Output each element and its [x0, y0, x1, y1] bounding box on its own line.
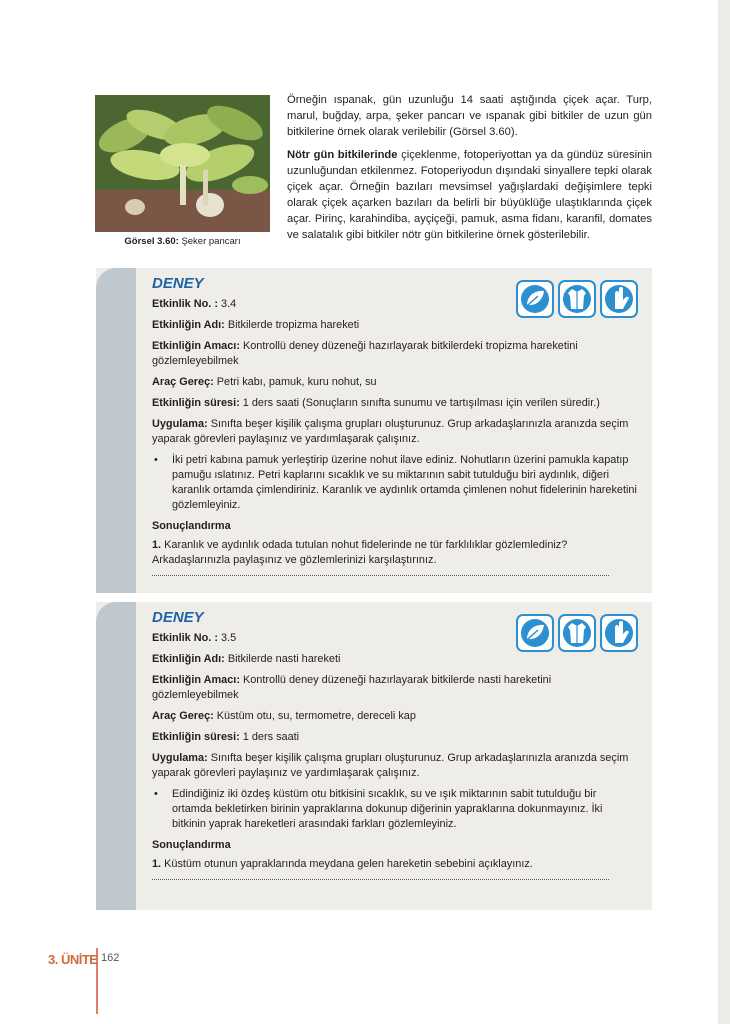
- activity-aim-label: Etkinliğin Amacı:: [152, 674, 240, 686]
- activity-name-label: Etkinliğin Adı:: [152, 653, 225, 665]
- intro-paragraph-1: Örneğin ıspanak, gün uzunluğu 14 saati aştığında çiçek açar. Turp, marul, buğday, arpa, şeker pancarı ve ıspanak gibi bitkiler de uzun gün bitkilerine örnek olarak verilebilir (Görsel 3.60).: [287, 94, 652, 138]
- activity-no: [152, 631, 638, 646]
- conclusion-question: [152, 857, 638, 872]
- conclusion-heading: Sonuçlandırma: [152, 839, 231, 851]
- sugar-beet-photo: [95, 95, 270, 232]
- activity-no-label: Etkinlik No. :: [152, 298, 218, 310]
- experiment-title: DENEY: [152, 609, 204, 626]
- activity-application-label: Uygulama:: [152, 418, 208, 430]
- figure-caption: [95, 236, 270, 247]
- experiment-box-1: [96, 268, 652, 593]
- activity-tools-label: Araç Gereç:: [152, 376, 214, 388]
- answer-line: [152, 878, 609, 880]
- bullet-dot: •: [154, 788, 158, 800]
- activity-aim: [152, 673, 638, 703]
- activity-bullet: [152, 787, 638, 832]
- question-text: Karanlık ve aydınlık odada tutulan nohut fidelerinde ne tür farklılıklar gözlemlediniz? Arkadaşlarınızla paylaşınız ve gözlemlerinizi karşılaştırınız.: [152, 539, 568, 566]
- activity-duration-value: 1 ders saati: [239, 731, 300, 743]
- experiment-tab: [96, 268, 136, 593]
- activity-name-value: Bitkilerde tropizma hareketi: [224, 319, 360, 331]
- activity-application-value: Sınıfta beşer kişilik çalışma grupları oluşturunuz. Grup arkadaşlarınızla aranızda seçim yaparak görevleri paylaşınız ve yardımlaşarak çalışınız.: [152, 418, 629, 445]
- activity-aim-value: Kontrollü deney düzeneği hazırlayarak bitkilerdeki tropizma hareketini gözlemleyebilmek: [152, 340, 578, 367]
- intro-text: [287, 92, 652, 250]
- answer-line: [152, 574, 609, 576]
- activity-application: [152, 417, 638, 447]
- experiment-content-1: [152, 268, 638, 576]
- activity-bullet: [152, 453, 638, 513]
- conclusion-question: [152, 538, 638, 568]
- activity-duration-label: Etkinliğin süresi:: [152, 397, 240, 409]
- activity-duration-value: 1 ders saati (Sonuçların sınıfta sunumu ve tartışılması için verilen süredir.): [239, 397, 600, 409]
- activity-duration: [152, 396, 638, 411]
- activity-name: [152, 652, 638, 667]
- question-number: 1.: [152, 858, 162, 870]
- page-edge-strip: [718, 0, 730, 1024]
- activity-aim-label: Etkinliğin Amacı:: [152, 340, 240, 352]
- page-number: 162: [101, 952, 120, 964]
- intro-p2-bold: Nötr gün bitkilerinde: [287, 149, 398, 161]
- activity-bullet-text: Edindiğiniz iki özdeş küstüm otu bitkisini sıcaklık, su ve ışık miktarının sabit tutulduğu bir ortamda bekletirken birinin yapraklarına dokunup diğerinin yapraklarına dokunmayınız. İki bitkinin yaprak hareketleri arasındaki farkları gözlemleyiniz.: [172, 788, 603, 830]
- activity-duration-label: Etkinliğin süresi:: [152, 731, 240, 743]
- intro-p2-rest: çiçeklenme, fotoperiyottan ya da gündüz süresinin uzunluğundan etkilenmez. Fotoperiyodun dışındaki sinyallere tepki olarak çiçek açar. Örneğin bazıları mevsimsel yağışlardaki değişimlere tepki olarak çiçek açarken bazıları da belirli bir büyüklüğe ulaştıklarında çiçek açar. Pirinç, karahindiba, ayçiçeği, pamuk, asma fidanı, karanfil, domates ve salatalık gibi bitkiler nötr gün bitkilerine örnek gösterilebilir.: [287, 149, 652, 241]
- conclusion-heading: Sonuçlandırma: [152, 520, 231, 532]
- activity-no: [152, 297, 638, 312]
- intro-paragraph-2: [287, 147, 652, 243]
- experiment-content-2: [152, 602, 638, 880]
- activity-tools-label: Araç Gereç:: [152, 710, 214, 722]
- activity-application: [152, 751, 638, 781]
- activity-no-value: 3.4: [217, 298, 237, 310]
- activity-name: [152, 318, 638, 333]
- activity-name-value: Bitkilerde nasti hareketi: [224, 653, 341, 665]
- activity-application-value: Sınıfta beşer kişilik çalışma grupları oluşturunuz. Grup arkadaşlarınızla aranızda seçim yaparak görevleri paylaşınız ve yardımlaşarak çalışınız.: [152, 752, 629, 779]
- activity-no-label: Etkinlik No. :: [152, 632, 218, 644]
- activity-bullet-text: İki petri kabına pamuk yerleştirip üzerine nohut ilave ediniz. Nohutların üzerini pamukla kapatıp pamuğu ıslatınız. Petri kaplarını sıcaklık ve su miktarının sabit tutulduğu biri aydınlık, diğeri karanlık ortamda çimlendiriniz. Karanlık ve aydınlık ortamda çimlenen nohut fidelerinin hareketini gözlemleyiniz.: [172, 454, 637, 511]
- figure-caption-text: Şeker pancarı: [181, 236, 241, 247]
- question-number: 1.: [152, 539, 162, 551]
- sugar-beet-illustration: [95, 95, 270, 232]
- figure-caption-label: Görsel 3.60:: [124, 236, 179, 247]
- activity-tools-value: Petri kabı, pamuk, kuru nohut, su: [213, 376, 377, 388]
- bullet-dot: •: [154, 454, 158, 466]
- unit-label: 3. ÜNİTE: [48, 952, 98, 967]
- activity-name-label: Etkinliğin Adı:: [152, 319, 225, 331]
- experiment-tab: [96, 602, 136, 910]
- activity-tools: [152, 375, 638, 390]
- activity-duration: [152, 730, 638, 745]
- activity-tools: [152, 709, 638, 724]
- activity-aim: [152, 339, 638, 369]
- activity-application-label: Uygulama:: [152, 752, 208, 764]
- activity-no-value: 3.5: [217, 632, 237, 644]
- experiment-title: DENEY: [152, 275, 204, 292]
- experiment-box-2: [96, 602, 652, 910]
- activity-aim-value: Kontrollü deney düzeneği hazırlayarak bitkilerde nasti hareketini gözlemleyebilmek: [152, 674, 552, 701]
- question-text: Küstüm otunun yapraklarında meydana gelen hareketin sebebini açıklayınız.: [161, 858, 533, 870]
- activity-tools-value: Küstüm otu, su, termometre, dereceli kap: [213, 710, 416, 722]
